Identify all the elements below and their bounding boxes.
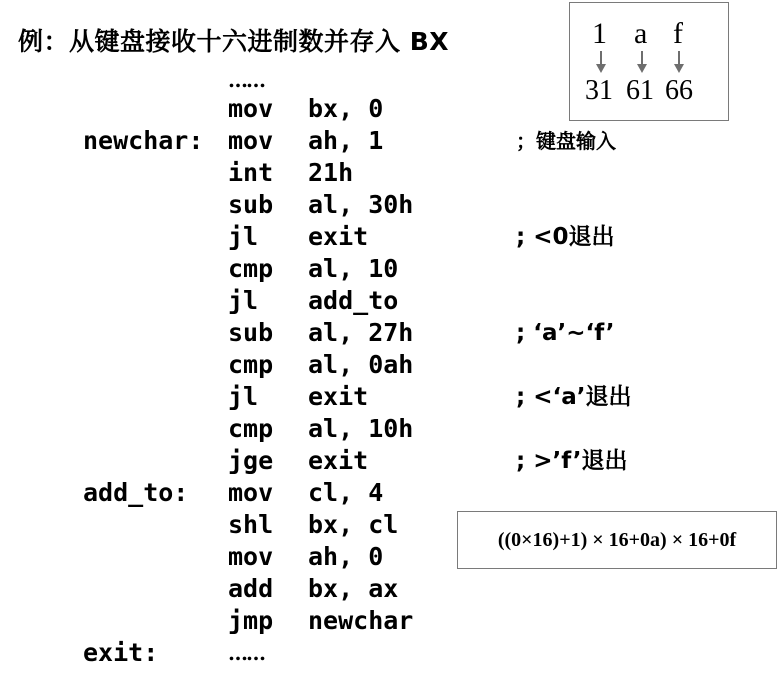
code-opcode: jl — [228, 222, 259, 251]
code-opcode: jl — [228, 286, 259, 315]
code-opcode: jl — [228, 382, 259, 411]
code-comment: ; <‘a’退出 — [516, 384, 632, 410]
code-opcode: …… — [228, 68, 264, 92]
formula-box — [457, 511, 777, 569]
code-comment: ；键盘输入 — [516, 129, 616, 153]
code-label: add_to: — [83, 478, 189, 507]
code-operand: al, 0ah — [308, 350, 414, 379]
ascii-code-box — [569, 2, 729, 121]
code-operand: exit — [308, 382, 369, 411]
page-title: 例：从键盘接收十六进制数并存入 BX — [18, 27, 450, 56]
code-opcode: mov — [228, 478, 274, 507]
code-operand: bx, cl — [308, 510, 399, 539]
down-arrow-icon — [600, 51, 602, 65]
code-label: newchar: — [83, 126, 204, 155]
code-operand: cl, 4 — [308, 478, 384, 507]
code-opcode: mov — [228, 94, 274, 123]
code-operand: al, 10 — [308, 254, 399, 283]
code-opcode: …… — [228, 641, 264, 665]
code-opcode: sub — [228, 318, 274, 347]
code-opcode: cmp — [228, 350, 274, 379]
code-opcode: jmp — [228, 606, 274, 635]
ascii-char: a — [634, 17, 648, 50]
code-operand: al, 30h — [308, 190, 414, 219]
code-operand: exit — [308, 222, 369, 251]
code-comment: ; ‘a’~‘f’ — [516, 320, 615, 346]
code-opcode: cmp — [228, 414, 274, 443]
code-operand: al, 27h — [308, 318, 414, 347]
code-opcode: cmp — [228, 254, 274, 283]
ascii-hex-code: 61 — [626, 75, 654, 106]
code-opcode: jge — [228, 446, 274, 475]
code-opcode: add — [228, 574, 274, 603]
code-opcode: int — [228, 158, 274, 187]
ascii-hex-code: 66 — [665, 75, 693, 106]
code-opcode: sub — [228, 190, 274, 219]
code-operand: 21h — [308, 158, 354, 187]
ascii-char: f — [673, 17, 683, 50]
code-operand: bx, ax — [308, 574, 399, 603]
code-opcode: mov — [228, 126, 274, 155]
code-operand: bx, 0 — [308, 94, 384, 123]
code-operand: add_to — [308, 286, 399, 315]
code-operand: exit — [308, 446, 369, 475]
code-opcode: mov — [228, 542, 274, 571]
code-comment: ; <0退出 — [516, 224, 615, 250]
code-opcode: shl — [228, 510, 274, 539]
code-operand: newchar — [308, 606, 414, 635]
formula-text: ((0×16)+1) × 16+0a) × 16+0f — [497, 528, 737, 551]
code-operand: ah, 0 — [308, 542, 384, 571]
code-operand: al, 10h — [308, 414, 414, 443]
code-comment: ; >’f’退出 — [516, 448, 628, 474]
down-arrow-icon — [678, 51, 680, 65]
down-arrow-icon — [641, 51, 643, 65]
code-operand: ah, 1 — [308, 126, 384, 155]
ascii-hex-code: 31 — [585, 75, 613, 106]
ascii-char: 1 — [592, 17, 607, 50]
code-label: exit: — [83, 638, 159, 667]
